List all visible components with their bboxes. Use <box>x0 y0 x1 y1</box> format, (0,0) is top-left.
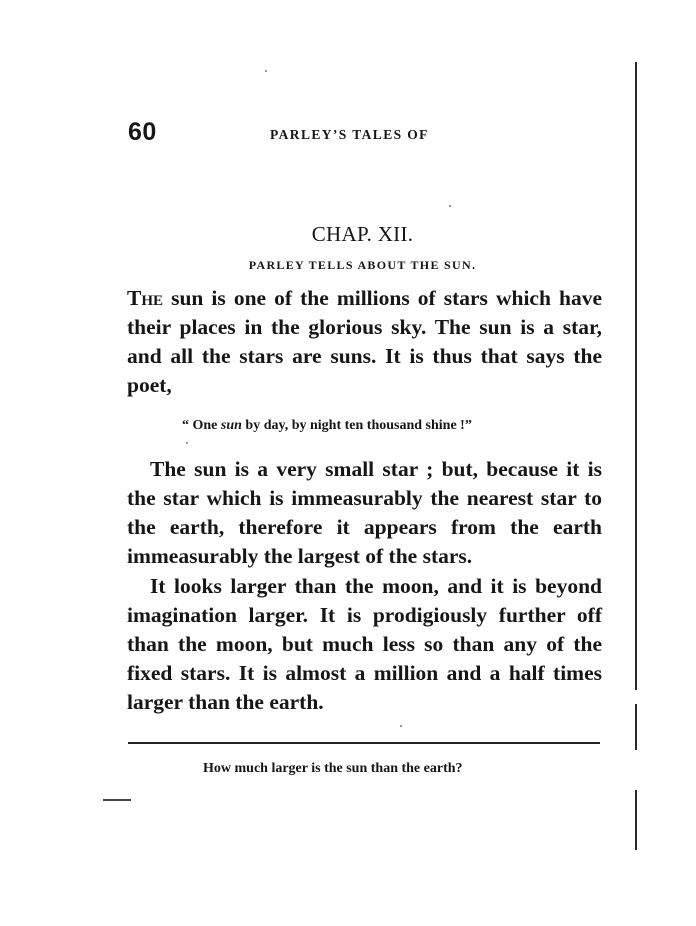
poem-quote <box>182 418 472 434</box>
print-speck <box>186 442 188 444</box>
quote-close: by day, by night ten thousand shine !” <box>241 418 472 433</box>
quote-emphasis: sun <box>220 418 242 433</box>
chapter-title: CHAP. XII. <box>311 222 414 246</box>
print-speck <box>449 205 451 207</box>
page-edge-line <box>635 62 637 850</box>
margin-mark <box>103 799 131 801</box>
study-question: How much larger is the sun than the earth? <box>203 761 463 776</box>
quote-open: “ One <box>182 418 221 433</box>
print-speck <box>400 725 402 727</box>
paragraph-1-text: sun is one of the millions of stars which have their places in the glorious sky. The sun is a star, and all the stars are suns. It is thus that says the poet, <box>127 286 602 397</box>
chapter-subtitle: PARLEY TELLS ABOUT THE SUN. <box>248 258 477 272</box>
running-head: PARLEY’S TALES OF <box>270 127 429 142</box>
footnote-rule <box>128 742 600 744</box>
paragraph-1-lead-word: The <box>127 286 164 310</box>
page-edge-gap <box>635 690 638 704</box>
page-number: 60 <box>128 118 157 146</box>
paragraph-2: The sun is a very small star ; but, because it is the star which is immeasurably the nearest star to the earth, therefore it appears from the earth immeasurably the largest of the stars. <box>127 457 602 568</box>
page-edge-gap <box>635 750 638 790</box>
page-header <box>128 118 602 152</box>
paragraph-1 <box>127 284 602 400</box>
paragraph-3: It looks larger than the moon, and it is beyond imagination larger. It is prodigiously further off than the moon, but much less so than any of the fixed stars. It is almost a million and a half times larger than the earth. <box>127 574 602 714</box>
print-speck <box>265 70 267 72</box>
